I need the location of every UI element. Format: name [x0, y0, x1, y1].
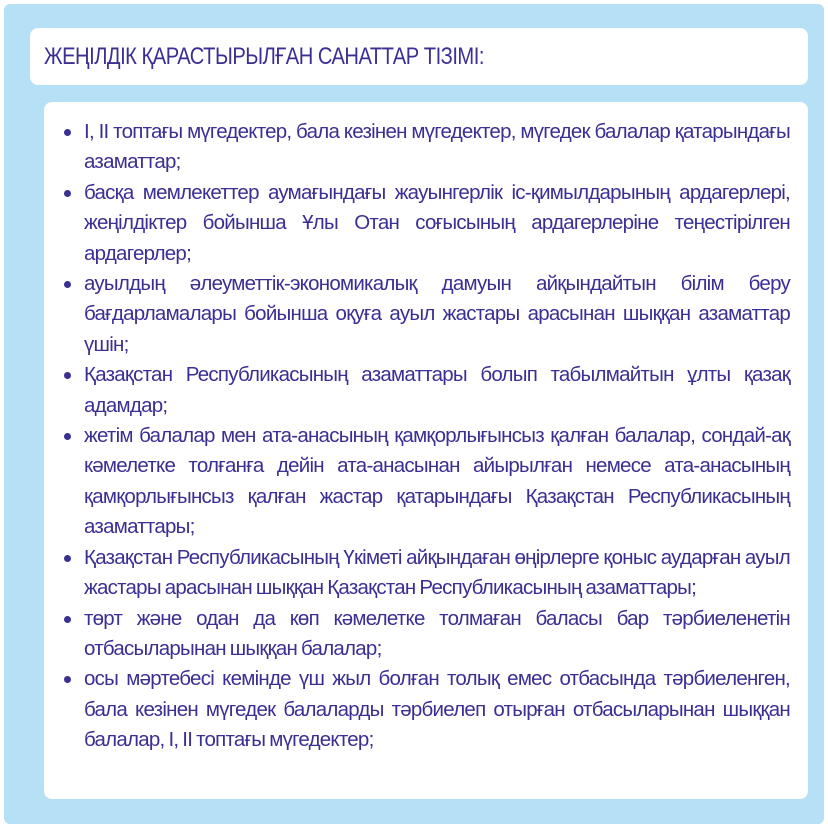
bullet-icon — [64, 190, 71, 197]
list-item — [62, 421, 790, 543]
list-item-text: басқа мемлекеттер аумағындағы жауынгерлік іс-қимылдарының ардагерлері, жеңілдіктер бойынша Ұлы Отан соғысының ардагерлеріне теңестірілген ардагерлер; — [84, 180, 790, 265]
bullet-icon — [64, 433, 71, 440]
list-item-text: ауылдың әлеуметтік-экономикалық дамуын айқындайтын білім беру бағдарламалары бойынша оқуға ауыл жастары арасынан шыққан азаматтар үшін; — [84, 272, 790, 356]
bullet-icon — [64, 372, 71, 379]
background-frame — [4, 4, 824, 824]
list-item-text: Қазақстан Республикасының азаматтары болып табылмайтын ұлты қазақ адамдар; — [84, 363, 790, 417]
category-list — [62, 117, 790, 756]
bullet-icon — [64, 281, 71, 288]
bullet-icon — [64, 555, 71, 562]
bullet-icon — [64, 616, 71, 623]
page-title: ЖЕҢІЛДІК ҚАРАСТЫРЫЛҒАН САНАТТАР ТІЗІМІ: — [44, 42, 484, 70]
list-item-text: төрт және одан да көп кәмелетке толмаған баласы бар тәрбиеленетін отбасыларынан шыққан балалар; — [84, 606, 790, 660]
bullet-icon — [64, 676, 71, 683]
title-card — [30, 28, 808, 85]
list-item-text: І, ІІ топтағы мүгедектер, бала кезінен мүгедектер, мүгедек балалар қатарындағы азаматтар; — [84, 120, 790, 174]
list-item-text: осы мәртебесі кемінде үш жыл болған толық емес отбасында тәрбиеленген, бала кезінен мүгедек балаларды тәрбиелеп отырған отбасыларынан шыққан балалар, І, ІІ топтағы мүгедектер; — [84, 667, 790, 752]
list-item-text: жетім балалар мен ата-анасының қамқорлығынсыз қалған балалар, сондай-ақ кәмелетке толғанға дейін ата-анасынан айырылған немесе ата-анасының қамқорлығынсыз қалған жастар қатарындағы Қазақстан Республикасының азаматтары; — [84, 424, 790, 539]
list-item — [62, 604, 790, 665]
bullet-icon — [64, 129, 71, 136]
list-item — [62, 178, 790, 269]
list-item — [62, 360, 790, 421]
list-item — [62, 543, 790, 604]
list-item — [62, 664, 790, 755]
list-item-text: Қазақстан Республикасының Үкіметі айқындаған өңірлерге қоныс аударған ауыл жастары арасынан шыққан Қазақстан Республикасының азаматтары; — [84, 545, 790, 600]
list-item — [62, 117, 790, 178]
list-card — [44, 102, 808, 799]
list-item — [62, 269, 790, 360]
